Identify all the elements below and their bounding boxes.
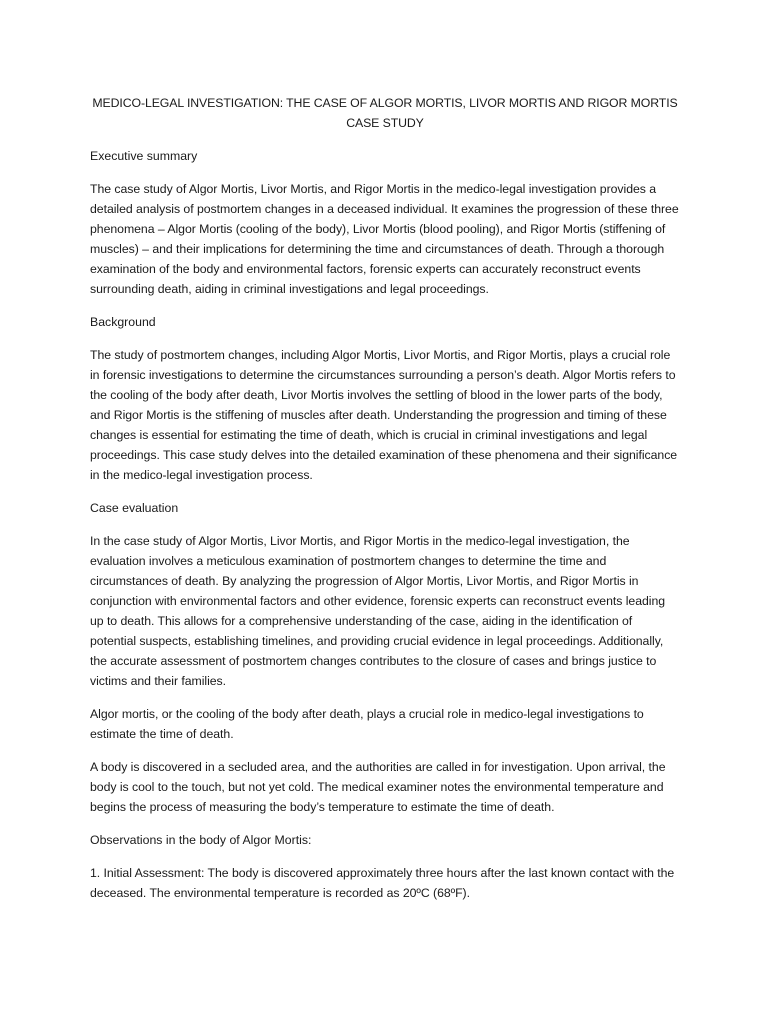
paragraph-executive-summary: The case study of Algor Mortis, Livor Mortis, and Rigor Mortis in the medico-legal investigation provides a detailed analysis of postmortem changes in a deceased individual. It examines the progression of these three phenomena – Algor Mortis (cooling of the body), Livor Mortis (blood pooling), and Rigor Mortis (stiffening of muscles) – and their implications for determining the time and circumstances of death. Through a thorough examination of the body and environmental factors, forensic experts can accurately reconstruct events surrounding death, aiding in criminal investigations and legal proceedings. [90,182,679,296]
paragraph-case-evaluation-2: Algor mortis, or the cooling of the body after death, plays a crucial role in medico-legal investigations to estimate the time of death. [90,707,644,741]
paragraph-background: The study of postmortem changes, including Algor Mortis, Livor Mortis, and Rigor Mortis, plays a crucial role in forensic investigations to determine the circumstances surrounding a person’s death. Algor Mortis refers to the cooling of the body after death, Livor Mortis involves the settling of blood in the lower parts of the body, and Rigor Mortis is the stiffening of muscles after death. Understanding the progression and timing of these changes is essential for estimating the time of death, which is crucial in criminal investigations and legal proceedings. This case study delves into the detailed examination of these phenomena and their significance in the medico-legal investigation process. [90,348,678,482]
heading-executive-summary: Executive summary [90,149,198,163]
document-title: MEDICO-LEGAL INVESTIGATION: THE CASE OF ALGOR MORTIS, LIVOR MORTIS AND RIGOR MORTIS CASE STUDY [92,96,678,130]
paragraph-case-evaluation-1: In the case study of Algor Mortis, Livor Mortis, and Rigor Mortis in the medico-legal investigation, the evaluation involves a meticulous examination of postmortem changes to determine the time and circumstances of death. By analyzing the progression of Algor Mortis, Livor Mortis, and Rigor Mortis in conjunction with environmental factors and other evidence, forensic experts can reconstruct events leading up to death. This allows for a comprehensive understanding of the case, aiding in the identification of potential suspects, establishing timelines, and providing crucial evidence in legal proceedings. Additionally, the accurate assessment of postmortem changes contributes to the closure of cases and brings justice to victims and their families. [90,534,666,688]
heading-case-evaluation: Case evaluation [90,501,179,515]
paragraph-case-evaluation-3: A body is discovered in a secluded area, and the authorities are called in for investigation. Upon arrival, the body is cool to the touch, but not yet cold. The medical examiner notes the environmental temperature and begins the process of measuring the body’s temperature to estimate the time of death. [90,760,666,814]
observation-item-1: 1. Initial Assessment: The body is discovered approximately three hours after the last known contact with the deceased. The environmental temperature is recorded as 20ºC (68ºF). [90,866,675,900]
heading-background: Background [90,315,156,329]
heading-observations: Observations in the body of Algor Mortis: [90,833,312,847]
document-body [90,93,680,916]
